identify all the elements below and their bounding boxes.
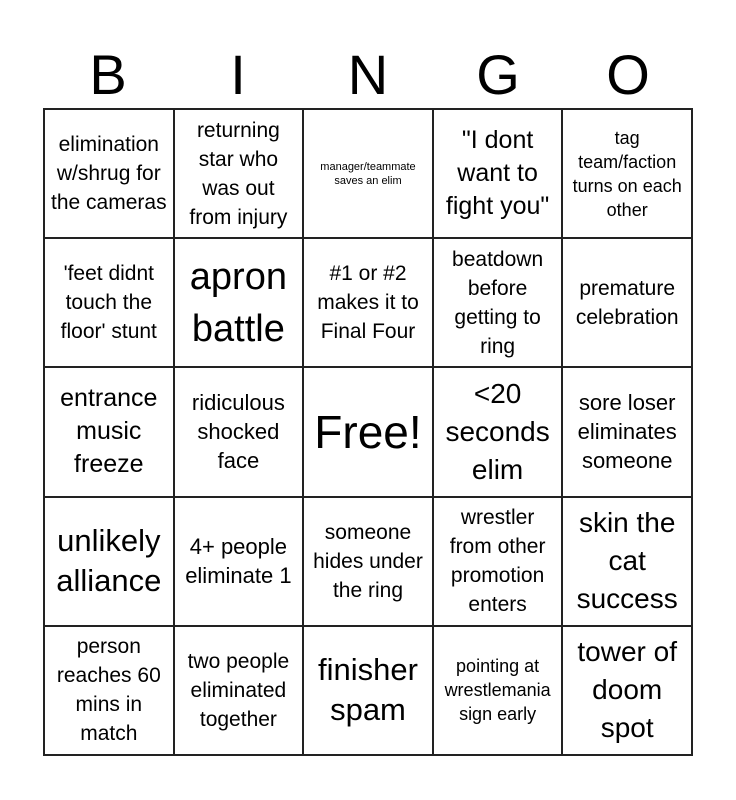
cell-text: "I dont want to fight you" <box>445 126 550 221</box>
cell-text: premature celebration <box>575 276 679 329</box>
cell-text: 'feet didnt touch the floor' stunt <box>60 262 157 344</box>
cell-text: someone hides under the ring <box>313 520 423 602</box>
cell-text: finisher spam <box>318 652 418 728</box>
bingo-cell[interactable] <box>303 626 433 755</box>
cell-text: apron battle <box>189 255 287 350</box>
cell-text: 4+ people eliminate 1 <box>185 534 292 589</box>
header-letter-i: I <box>230 43 246 106</box>
cell-text: Free! <box>314 405 422 458</box>
cell-text: ridiculous shocked face <box>191 390 285 474</box>
cell-text: returning star who was out from injury <box>189 118 288 229</box>
bingo-cell[interactable] <box>174 367 304 496</box>
bingo-grid <box>43 108 693 756</box>
header-letter-b: B <box>89 43 127 106</box>
bingo-cell[interactable] <box>174 238 304 367</box>
bingo-cell[interactable] <box>433 367 563 496</box>
bingo-header <box>43 42 693 108</box>
bingo-cell[interactable] <box>303 497 433 626</box>
header-letter-o: O <box>606 43 650 106</box>
cell-text: person reaches 60 mins in match <box>56 635 161 746</box>
bingo-cell[interactable] <box>174 109 304 238</box>
bingo-cell[interactable] <box>44 497 174 626</box>
bingo-cell[interactable] <box>433 626 563 755</box>
bingo-cell[interactable] <box>562 109 692 238</box>
cell-text: entrance music freeze <box>60 384 158 479</box>
bingo-cell[interactable] <box>44 238 174 367</box>
bingo-cell[interactable] <box>562 497 692 626</box>
cell-text: elimination w/shrug for the cameras <box>51 133 167 215</box>
bingo-cell[interactable] <box>303 109 433 238</box>
cell-text: unlikely alliance <box>56 523 162 599</box>
header-letter-g: G <box>476 43 520 106</box>
cell-text: skin the cat success <box>576 507 678 615</box>
bingo-cell[interactable] <box>44 367 174 496</box>
bingo-cell[interactable] <box>433 238 563 367</box>
cell-text: sore loser eliminates someone <box>577 390 677 474</box>
free-space[interactable] <box>303 367 433 496</box>
cell-text: tag team/faction turns on each other <box>572 127 682 220</box>
bingo-cell[interactable] <box>174 626 304 755</box>
cell-text: pointing at wrestlemania sign early <box>444 656 551 725</box>
bingo-cell[interactable] <box>562 367 692 496</box>
cell-text: #1 or #2 makes it to Final Four <box>317 262 419 344</box>
bingo-cell[interactable] <box>433 109 563 238</box>
bingo-cell[interactable] <box>562 626 692 755</box>
bingo-cell[interactable] <box>44 109 174 238</box>
bingo-cell[interactable] <box>44 626 174 755</box>
cell-text: two people eliminated together <box>187 649 290 731</box>
header-letter-n: N <box>347 43 389 106</box>
cell-text: manager/teammate saves an elim <box>320 160 416 187</box>
bingo-cell[interactable] <box>174 497 304 626</box>
bingo-cell[interactable] <box>562 238 692 367</box>
bingo-cell[interactable] <box>433 497 563 626</box>
cell-text: wrestler from other promotion enters <box>449 506 546 617</box>
cell-text: tower of doom spot <box>577 636 677 744</box>
bingo-cell[interactable] <box>303 238 433 367</box>
cell-text: beatdown before getting to ring <box>452 247 544 358</box>
cell-text: <20 seconds elim <box>445 377 550 485</box>
